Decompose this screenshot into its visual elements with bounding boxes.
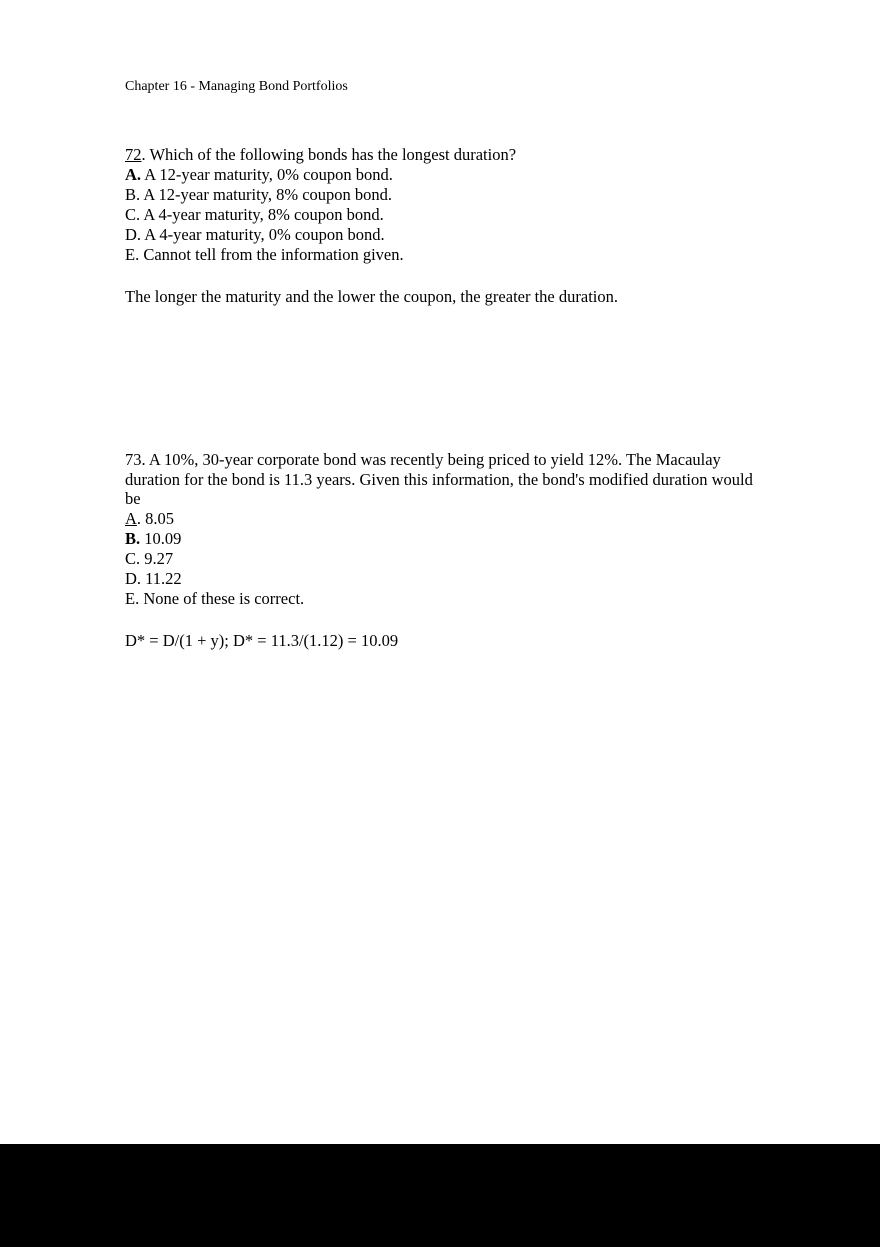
option-letter: E. [125,245,140,264]
option-letter: B. [125,185,141,204]
question-stem: 72. Which of the following bonds has the longest duration? [125,145,517,164]
option-c: C. A 4-year maturity, 8% coupon bond. [125,205,384,224]
option-letter: E. [125,588,140,608]
question-number: 72 [125,145,142,164]
black-bar [0,1144,880,1247]
option-letter: A [125,508,137,528]
page-header: Chapter 16 - Managing Bond Portfolios [125,79,348,94]
option-d: D. A 4-year maturity, 0% coupon bond. [125,225,385,244]
option-letter: D. [125,568,142,588]
explanation-72: The longer the maturity and the lower the coupon, the greater the duration. [125,287,618,306]
option-a: A. A 12-year maturity, 0% coupon bond. [125,165,393,184]
question-73 [125,450,765,609]
option-b: B. A 12-year maturity, 8% coupon bond. [125,185,393,204]
option-letter: A. [125,165,142,184]
option-d: D. 11.22 [125,568,182,588]
option-a: A. 8.05 [125,508,175,528]
option-b: B. 10.09 [125,528,182,548]
option-letter: C. [125,548,141,568]
explanation-73: D* = D/(1 + y); D* = 11.3/(1.12) = 10.09 [125,631,399,650]
question-72 [125,145,516,265]
option-letter: D. [125,225,142,244]
option-e: E. None of these is correct. [125,588,305,608]
option-c: C. 9.27 [125,548,174,568]
option-letter: B. [125,528,141,548]
option-letter: C. [125,205,141,224]
question-stem: 73. A 10%, 30-year corporate bond was recently being priced to yield 12%. The Macaulay duration for the bond is 11.3 years. Given this information, the bond's modified duration would be [125,450,753,508]
option-e: E. Cannot tell from the information given. [125,245,404,264]
